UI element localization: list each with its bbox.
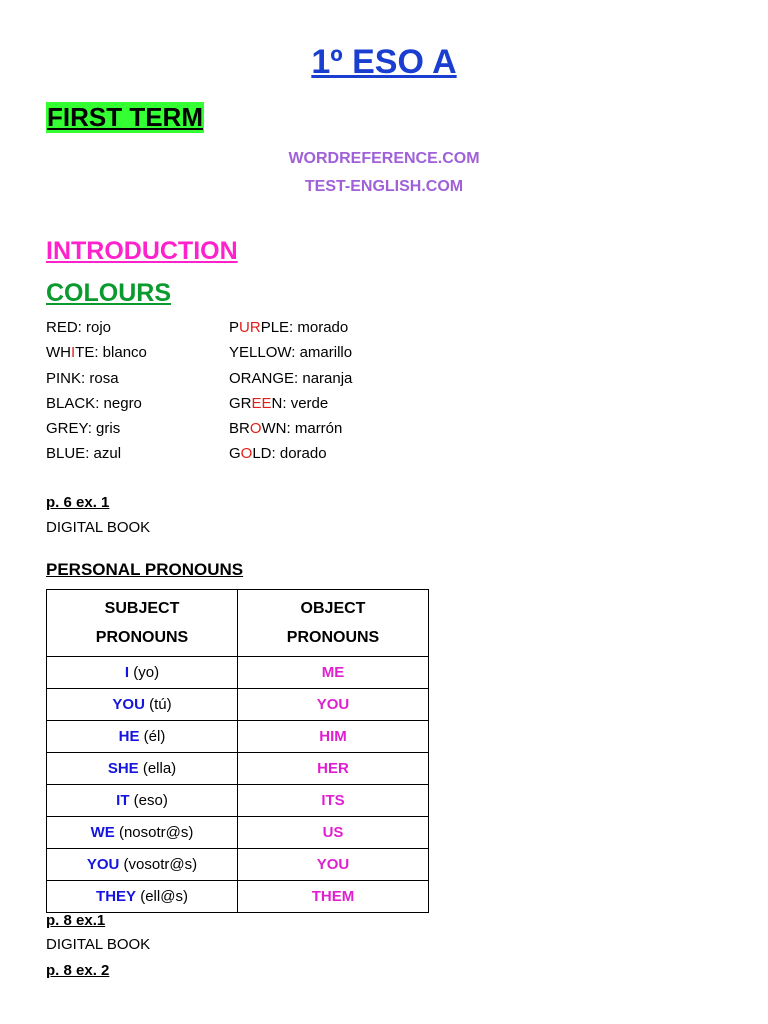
colour-item: YELLOW: amarillo bbox=[229, 344, 353, 361]
table-row bbox=[47, 817, 429, 849]
subject-cell: YOU (tú) bbox=[47, 689, 238, 721]
colour-item: PINK: rosa bbox=[46, 370, 119, 387]
colour-item: BROWN: marrón bbox=[229, 420, 343, 437]
test-english-link[interactable]: TEST-ENGLISH.COM bbox=[304, 178, 464, 195]
colour-item: BLACK: negro bbox=[46, 395, 142, 412]
colour-item: WHITE: blanco bbox=[46, 344, 147, 361]
colour-item: BLUE: azul bbox=[46, 445, 122, 462]
wordreference-link[interactable]: WORDREFERENCE.COM bbox=[288, 150, 480, 167]
exercise-reference: p. 8 ex. 2 bbox=[46, 962, 110, 979]
object-cell: THEM bbox=[238, 881, 429, 913]
table-row bbox=[47, 721, 429, 753]
digital-book-label: DIGITAL BOOK bbox=[46, 519, 151, 536]
personal-pronouns-heading: PERSONAL PRONOUNS bbox=[46, 560, 244, 579]
table-row bbox=[47, 689, 429, 721]
pronouns-table bbox=[46, 589, 429, 913]
object-cell: HIM bbox=[238, 721, 429, 753]
object-cell: ITS bbox=[238, 785, 429, 817]
colours-heading: COLOURS bbox=[46, 279, 171, 307]
subject-cell: I (yo) bbox=[47, 657, 238, 689]
colour-item: PURPLE: morado bbox=[229, 319, 349, 336]
subject-cell: SHE (ella) bbox=[47, 753, 238, 785]
table-row bbox=[47, 753, 429, 785]
object-cell: US bbox=[238, 817, 429, 849]
exercise-reference: p. 6 ex. 1 bbox=[46, 494, 110, 511]
digital-book-label: DIGITAL BOOK bbox=[46, 936, 151, 953]
colour-item: GREEN: verde bbox=[229, 395, 329, 412]
table-row bbox=[47, 785, 429, 817]
exercise-reference: p. 8 ex.1 bbox=[46, 912, 106, 929]
page-title: 1º ESO A bbox=[311, 43, 457, 81]
table-header-row bbox=[47, 590, 429, 657]
object-cell: YOU bbox=[238, 689, 429, 721]
colour-item: ORANGE: naranja bbox=[229, 370, 353, 387]
object-pronouns-header: OBJECT PRONOUNS bbox=[238, 590, 429, 657]
object-cell: HER bbox=[238, 753, 429, 785]
object-cell: ME bbox=[238, 657, 429, 689]
introduction-heading: INTRODUCTION bbox=[46, 237, 238, 265]
subject-pronouns-header: SUBJECT PRONOUNS bbox=[47, 590, 238, 657]
table-row bbox=[47, 849, 429, 881]
subject-cell: WE (nosotr@s) bbox=[47, 817, 238, 849]
subject-cell: YOU (vosotr@s) bbox=[47, 849, 238, 881]
term-heading: FIRST TERM bbox=[47, 102, 203, 132]
table-row bbox=[47, 657, 429, 689]
colour-item: GREY: gris bbox=[46, 420, 121, 437]
colour-item: RED: rojo bbox=[46, 319, 112, 336]
subject-cell: THEY (ell@s) bbox=[47, 881, 238, 913]
object-cell: YOU bbox=[238, 849, 429, 881]
subject-cell: HE (él) bbox=[47, 721, 238, 753]
subject-cell: IT (eso) bbox=[47, 785, 238, 817]
colour-item: GOLD: dorado bbox=[229, 445, 327, 462]
table-row bbox=[47, 881, 429, 913]
